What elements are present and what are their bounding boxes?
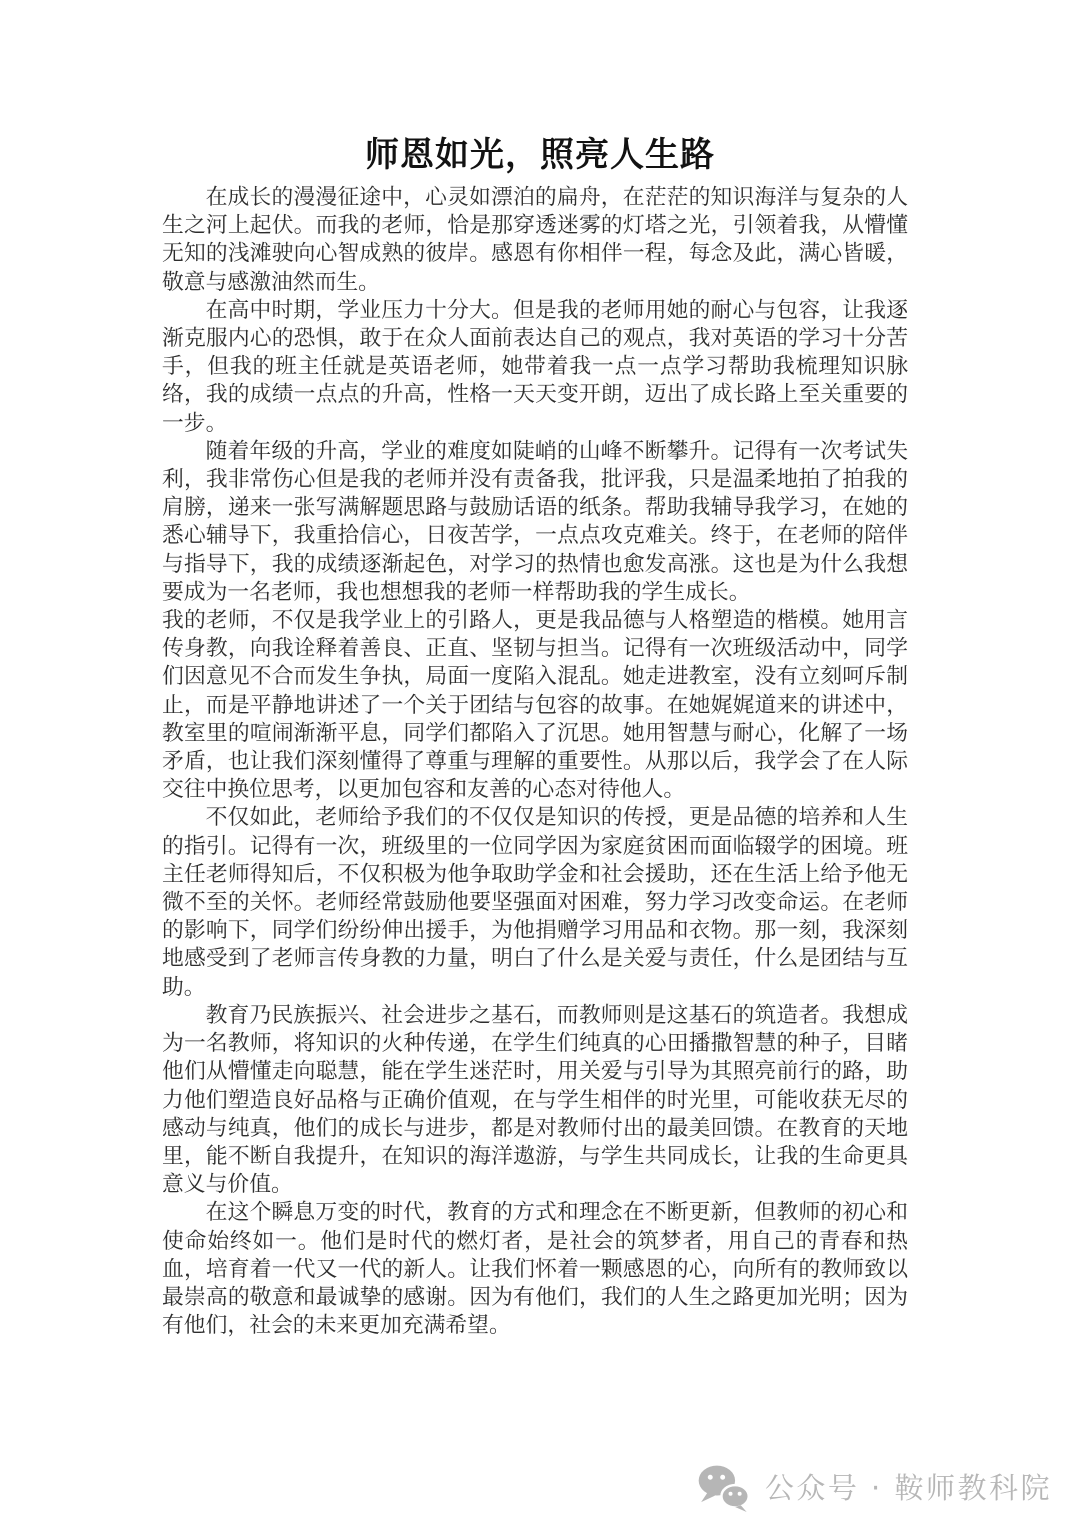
watermark-text: 公众号 · 鞍师教科院 — [764, 1471, 1052, 1505]
essay-title: 师恩如光，照亮人生路 — [365, 135, 715, 175]
essay-paragraph: 在高中时期，学业压力十分大。但是我的老师用她的耐心与包容，让我逐渐克服内心的恐惧，敢于在众人面前表达自己的观点，我对英语的学习十分苦手，但我的班主任就是英语老师，她带着我一点一点学习帮助我梳理知识脉络，我的成绩一点点的升高，性格一天天变开朗，迈出了成长路上至关重要的一步。 — [162, 297, 908, 436]
watermark — [697, 1462, 1052, 1514]
essay-paragraph: 不仅如此，老师给予我们的不仅仅是知识的传授，更是品德的培养和人生的指引。记得有一次，班级里的一位同学因为家庭贫困而面临辍学的困境。班主任老师得知后，不仅积极为他争取助学金和社会援助，还在生活上给予他无微不至的关怀。老师经常鼓励他要坚强面对困难，努力学习改变命运。在老师的影响下，同学们纷纷伸出援手，为他捐赠学习用品和衣物。那一刻，我深刻地感受到了老师言传身教的力量，明白了什么是关爱与责任，什么是团结与互助。 — [162, 805, 908, 1000]
essay-paragraph: 随着年级的升高，学业的难度如陡峭的山峰不断攀升。记得有一次考试失利，我非常伤心但是我的老师并没有责备我，批评我，只是温柔地拍了拍我的肩膀，递来一张写满解题思路与鼓励话语的纸条。帮助我辅导我学习，在她的悉心辅导下，我重拾信心，日夜苦学，一点点攻克难关。终于，在老师的陪伴与指导下，我的成绩逐渐起色，对学习的热情也愈发高涨。这也是为什么我想要成为一名老师，我也想想我的老师一样帮助我的学生成长。 — [162, 438, 908, 605]
essay-body — [162, 184, 908, 1340]
wechat-icon — [697, 1464, 750, 1512]
essay-paragraph: 在这个瞬息万变的时代，教育的方式和理念在不断更新，但教师的初心和使命始终如一。他们是时代的燃灯者，是社会的筑梦者，用自己的青春和热血，培育着一代又一代的新人。让我们怀着一颗感恩的心，向所有的教师致以最崇高的敬意和最诚挚的感谢。因为有他们，我们的人生之路更加光明；因为有他们，社会的未来更加充满希望。 — [162, 1200, 908, 1339]
essay-paragraph: 我的老师，不仅是我学业上的引路人，更是我品德与人格塑造的楷模。她用言传身教，向我诠释着善良、正直、坚韧与担当。记得有一次班级活动中，同学们因意见不合而发生争执，局面一度陷入混乱。她走进教室，没有立刻呵斥制止，而是平静地讲述了一个关于团结与包容的故事。在她娓娓道来的讲述中，教室里的喧闹渐渐平息，同学们都陷入了沉思。她用智慧与耐心，化解了一场矛盾，也让我们深刻懂得了尊重与理解的重要性。从那以后，我学会了在人际交往中换位思考，以更加包容和友善的心态对待他人。 — [162, 608, 908, 803]
essay-paragraph: 教育乃民族振兴、社会进步之基石，而教师则是这基石的筑造者。我想成为一名教师，将知识的火种传递，在学生们纯真的心田播撒智慧的种子，目睹他们从懵懂走向聪慧，能在学生迷茫时，用关爱与引导为其照亮前行的路，助力他们塑造良好品格与正确价值观，在与学生相伴的时光里，可能收获无尽的感动与纯真，他们的成长与进步，都是对教师付出的最美回馈。在教育的天地里，能不断自我提升，在知识的海洋遨游，与学生共同成长，让我的生命更具意义与价值。 — [162, 1002, 908, 1198]
essay-paragraph: 在成长的漫漫征途中，心灵如漂泊的扁舟，在茫茫的知识海洋与复杂的人生之河上起伏。而我的老师，恰是那穿透迷雾的灯塔之光，引领着我，从懵懂无知的浅滩驶向心智成熟的彼岸。感恩有你相伴一程，每念及此，满心皆暖，敬意与感激油然而生。 — [162, 185, 908, 295]
